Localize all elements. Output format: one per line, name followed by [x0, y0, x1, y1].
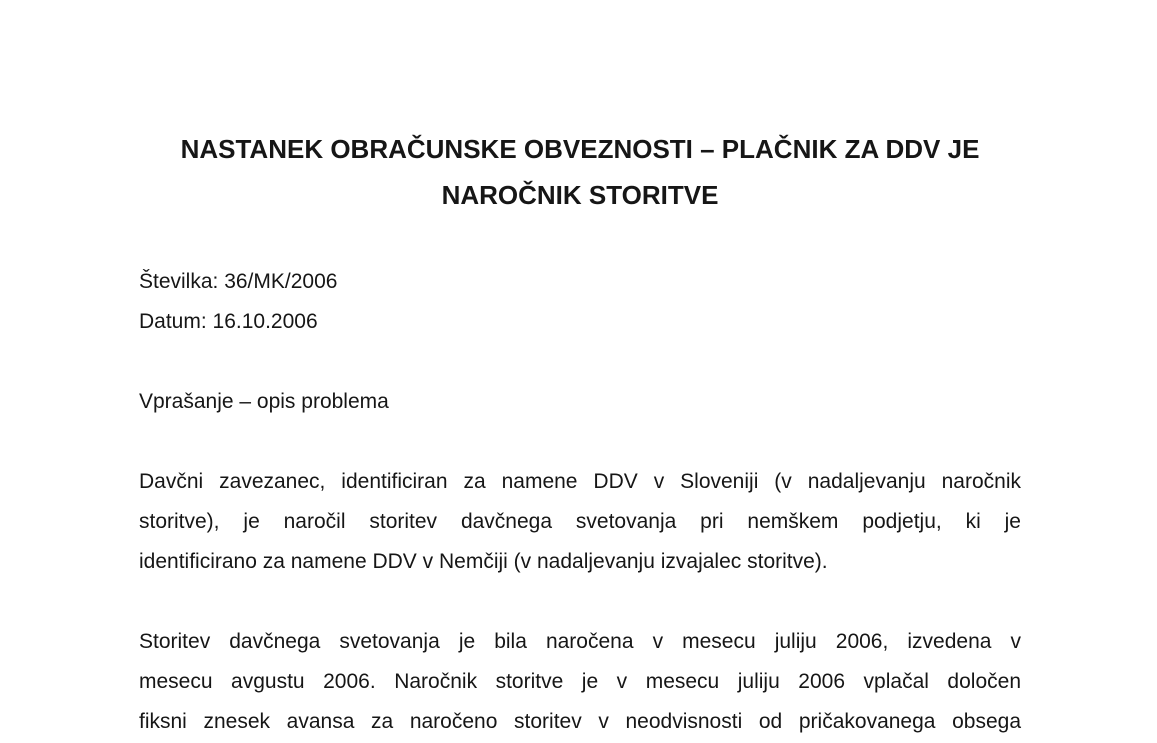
document-title	[139, 126, 1021, 218]
document-content	[139, 0, 1021, 742]
text-line: storitve), je naročil storitev davčnega svetovanja pri nemškem podjetju, ki je	[139, 510, 1021, 533]
section-heading: Vprašanje – opis problema	[139, 390, 389, 413]
document-date: Datum: 16.10.2006	[139, 310, 318, 333]
text-line: NAROČNIK STORITVE	[441, 180, 719, 210]
paragraph-problem-description-1	[139, 462, 1021, 582]
text-line: Davčni zavezanec, identificiran za namene DDV v Sloveniji (v nadaljevanju naročnik	[139, 470, 1021, 493]
text-line: fiksni znesek avansa za naročeno storitev v neodvisnosti od pričakovanega obsega	[139, 710, 1021, 733]
paragraph-problem-description-2	[139, 622, 1021, 742]
text-line: NASTANEK OBRAČUNSKE OBVEZNOSTI – PLAČNIK ZA DDV JE	[180, 134, 980, 164]
text-line: mesecu avgustu 2006. Naročnik storitve je v mesecu juliju 2006 vplačal določen	[139, 670, 1021, 693]
text-line: Storitev davčnega svetovanja je bila naročena v mesecu juliju 2006, izvedena v	[139, 630, 1021, 653]
document-number: Številka: 36/MK/2006	[139, 270, 338, 293]
text-line: identificirano za namene DDV v Nemčiji (v nadaljevanju izvajalec storitve).	[139, 550, 828, 573]
document-meta	[139, 262, 1021, 342]
